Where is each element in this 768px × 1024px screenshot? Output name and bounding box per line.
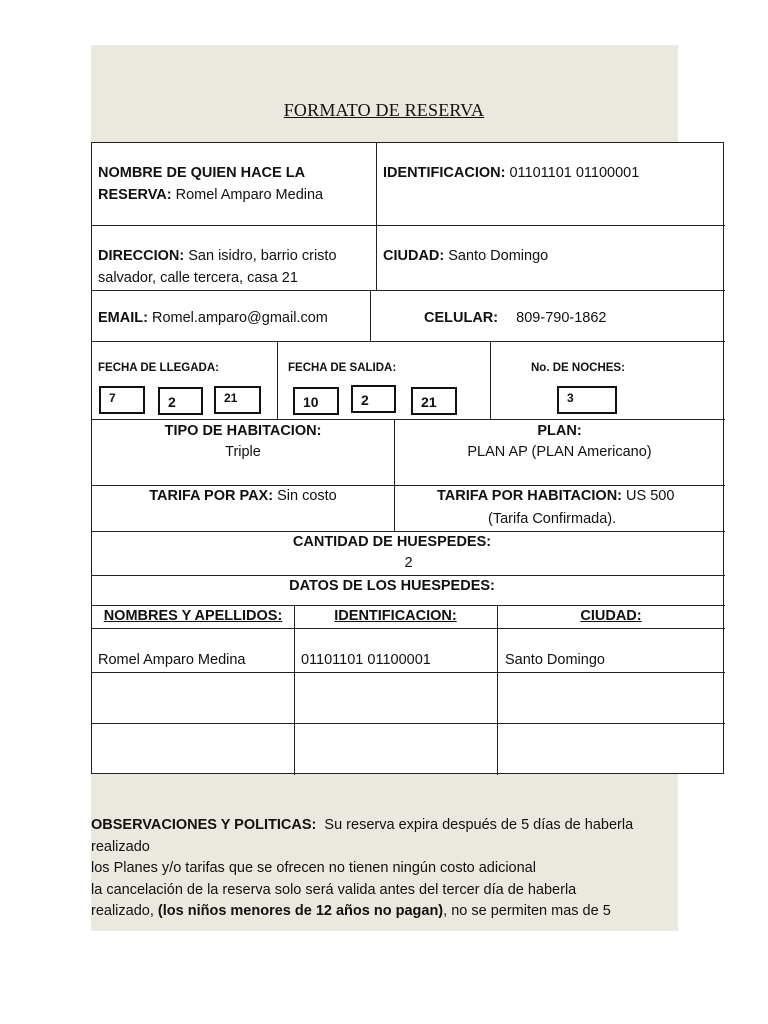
arrival-month-box: 2 xyxy=(158,387,203,415)
plan-value: PLAN AP (PLAN Americano) xyxy=(467,444,652,460)
arrival-year-box: 21 xyxy=(214,386,261,414)
room-rate-note: (Tarifa Confirmada). xyxy=(488,511,617,527)
room-type-label: TIPO DE HABITACION: xyxy=(164,423,322,439)
address-line-1 xyxy=(98,246,337,267)
arrival-day-box: 7 xyxy=(99,386,145,414)
city-label: CIUDAD: xyxy=(383,248,445,264)
email-value: Romel.amparo@gmail.com xyxy=(151,310,328,326)
departure-month-box: 2 xyxy=(351,385,396,413)
email-field xyxy=(98,308,328,329)
city-value: Santo Domingo xyxy=(448,248,549,264)
guests-header-city: CIUDAD: xyxy=(580,608,642,624)
observations-line-1: Su reserva expira después de 5 días de haberla xyxy=(324,817,634,833)
pax-rate-label: TARIFA POR PAX: xyxy=(149,488,274,504)
address-value-2: salvador, calle tercera, casa 21 xyxy=(98,270,298,286)
guest-identification: 01101101 01100001 xyxy=(301,652,431,668)
observations-line-4: la cancelación de la reserva solo será valida antes del tercer día de haberla xyxy=(91,881,577,898)
room-rate-field: TARIFA POR HABITACION: US 500 xyxy=(437,488,675,504)
email-label: EMAIL: xyxy=(98,310,148,326)
identification-field xyxy=(383,163,639,184)
guest-count-label: CANTIDAD DE HUESPEDES: xyxy=(292,534,492,550)
room-type-value: Triple xyxy=(225,444,261,460)
reservation-form xyxy=(91,142,724,774)
name-label: NOMBRE DE QUIEN HACE LA xyxy=(98,165,306,181)
guests-header-name: NOMBRES Y APELLIDOS: xyxy=(103,608,283,624)
nights-box: 3 xyxy=(557,386,617,414)
nights-label: No. DE NOCHES: xyxy=(531,362,625,374)
observations: OBSERVACIONES Y POLITICAS: Su reserva expira después de 5 días de haberla realizado los Planes y/o tarifas que se ofrecen no tienen ningún costo adicional la cancelación de la reserva solo será valida antes del tercer día de haberla realizado, (los niños menores de 12 años no pagan), no se permiten mas de 5 xyxy=(91,815,691,923)
phone-label: CELULAR: xyxy=(424,310,499,326)
address-value-1: San isidro, barrio cristo xyxy=(188,248,337,264)
children-policy: (los niños menores de 12 años no pagan) xyxy=(157,903,444,919)
pax-rate-field xyxy=(92,486,394,507)
departure-year-box: 21 xyxy=(411,387,457,415)
page-title: FORMATO DE RESERVA xyxy=(283,100,485,120)
departure-label: FECHA DE SALIDA: xyxy=(288,362,397,374)
guests-section-label: DATOS DE LOS HUESPEDES: xyxy=(289,578,495,594)
guest-count-value: 2 xyxy=(404,555,413,571)
observations-line-2: realizado xyxy=(91,838,150,855)
address-label: DIRECCION: xyxy=(98,248,185,264)
guest-name: Romel Amparo Medina xyxy=(98,652,246,668)
observations-line-3: los Planes y/o tarifas que se ofrecen no tienen ningún costo adicional xyxy=(91,860,536,876)
phone-value: 809-790-1862 xyxy=(516,310,607,326)
identification-value: 01101101 01100001 xyxy=(509,165,640,181)
phone-field xyxy=(424,308,606,329)
room-rate-value: US 500 xyxy=(626,488,675,504)
guest-city: Santo Domingo xyxy=(505,652,605,668)
guests-header-id: IDENTIFICACION: xyxy=(334,608,457,624)
observations-line-5: realizado, (los niños menores de 12 años no pagan), no se permiten mas de 5 xyxy=(91,903,611,919)
name-line xyxy=(98,185,323,206)
observations-label: OBSERVACIONES Y POLITICAS xyxy=(91,817,312,833)
pax-rate-value: Sin costo xyxy=(277,488,337,504)
plan-label: PLAN: xyxy=(537,423,582,439)
city-field xyxy=(383,246,548,267)
name-value: Romel Amparo Medina xyxy=(175,187,324,203)
arrival-label: FECHA DE LLEGADA: xyxy=(98,362,219,374)
name-label-2: RESERVA: xyxy=(98,187,172,203)
room-rate-label: TARIFA POR HABITACION xyxy=(437,488,618,504)
departure-day-box: 10 xyxy=(293,387,339,415)
identification-label: IDENTIFICACION: xyxy=(383,165,506,181)
